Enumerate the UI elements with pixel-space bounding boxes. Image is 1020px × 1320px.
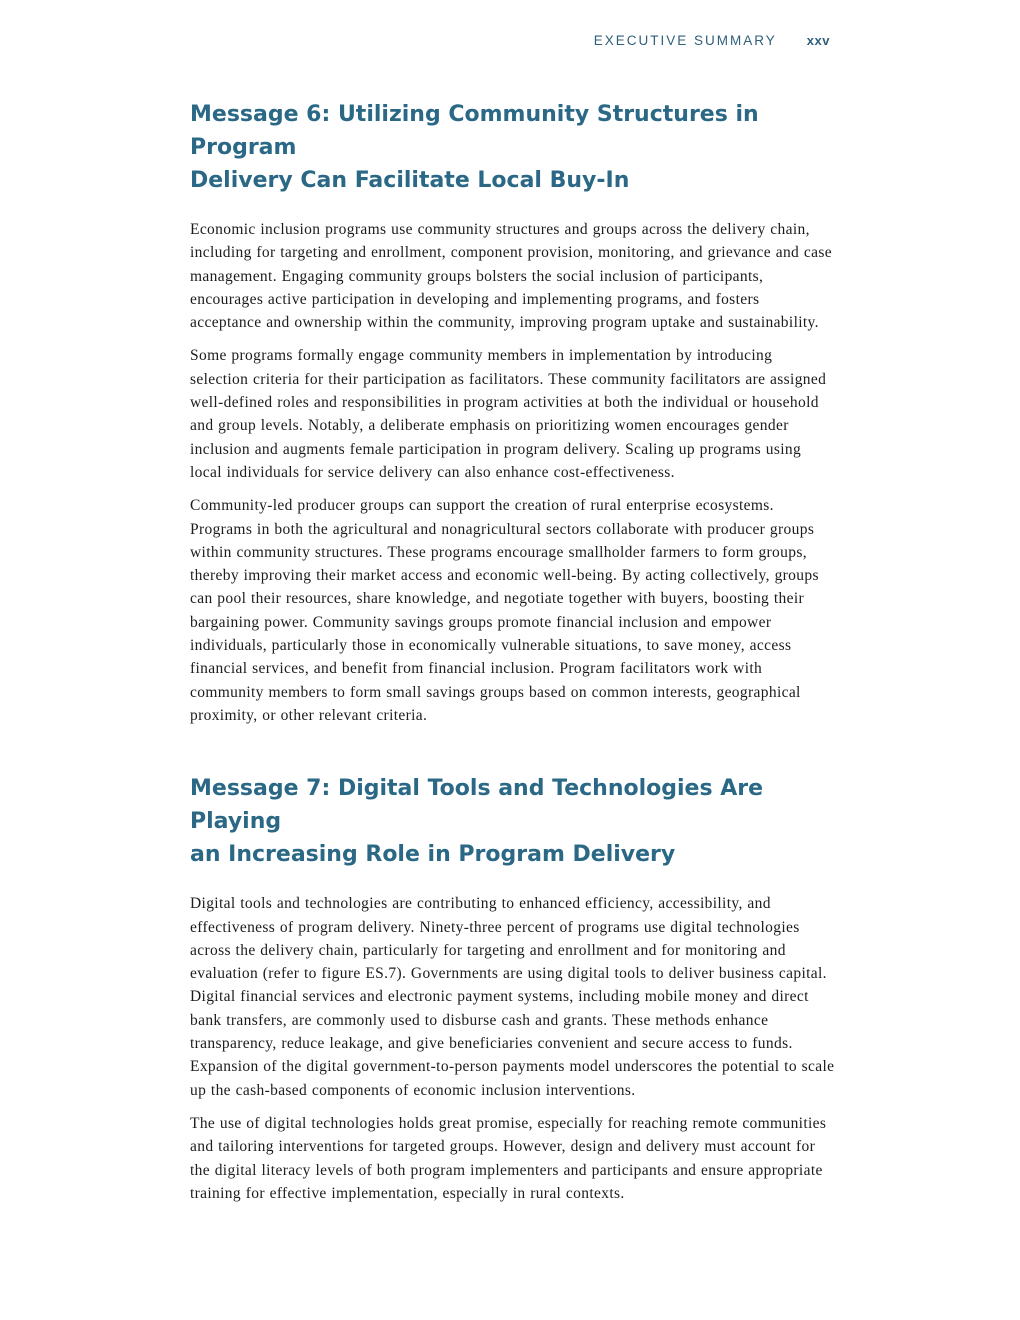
message-6-heading-line-2: Delivery Can Facilitate Local Buy-In (190, 168, 630, 193)
message-6-heading-line-1: Message 6: Utilizing Community Structures in Program (190, 102, 759, 160)
message-6-paragraph-3: Community-led producer groups can support the creation of rural enterprise ecosystems. Programs in both the agricultural and nonagricultural sectors collaborate with producer groups within community structures. These programs encourage smallholder farmers to form groups, thereby improving their market access and economic well-being. By acting collectively, groups can pool their resources, share knowledge, and negotiate together with buyers, boosting their bargaining power. Community savings groups promote financial inclusion and empower individuals, particularly those in economically vulnerable situations, to save money, access financial services, and benefit from financial inclusion. Program facilitators work with community members to form small savings groups based on common interests, geographical proximity, or other relevant criteria. (190, 497, 819, 724)
message-6-heading (190, 98, 835, 197)
message-7-heading-line-2: an Increasing Role in Program Delivery (190, 842, 676, 868)
page-body (190, 98, 835, 1215)
message-7-heading-line-1: Message 7: Digital Tools and Technologies Are Playing (190, 776, 764, 835)
running-header-section-title: EXECUTIVE SUMMARY (593, 33, 777, 48)
message-7-paragraph-1: Digital tools and technologies are contributing to enhanced efficiency, accessibility, and effectiveness of program delivery. Ninety-three percent of programs use digital technologies across the delivery chain, particularly for targeting and enrollment and for monitoring and evaluation (refer to figure ES.7). Governments are using digital tools to deliver business capital. Digital financial services and electronic payment systems, including mobile money and direct bank transfers, are commonly used to disburse cash and grants. These methods enhance transparency, reduce leakage, and give beneficiaries convenient and secure access to funds. Expansion of the digital government-to-person payments model underscores the potential to scale up the cash-based components of economic inclusion interventions. (190, 895, 835, 1099)
message-7-paragraph-2: The use of digital technologies holds great promise, especially for reaching remote communities and tailoring interventions for targeted groups. However, design and delivery must account for the digital literacy levels of both program implementers and participants and ensure appropriate training for effective implementation, especially in rural contexts. (190, 1114, 827, 1202)
message-7-heading (190, 772, 835, 871)
page-number: xxv (806, 33, 830, 48)
message-6-paragraph-2: Some programs formally engage community members in implementation by introducing selection criteria for their participation as facilitators. These community facilitators are assigned well-defined roles and responsibilities in program activities at both the individual or household and group levels. Notably, a deliberate emphasis on prioritizing women encourages gender inclusion and augments female participation in program delivery. Scaling up programs using local individuals for service delivery can also enhance cost-effectiveness. (190, 347, 827, 481)
running-header (594, 33, 830, 48)
message-6-paragraph-1: Economic inclusion programs use community structures and groups across the delivery chain, including for targeting and enrollment, component provision, monitoring, and grievance and case management. Engaging community groups bolsters the social inclusion of participants, encourages active participation in developing and implementing programs, and fosters acceptance and ownership within the community, improving program uptake and sustainability. (190, 221, 832, 332)
